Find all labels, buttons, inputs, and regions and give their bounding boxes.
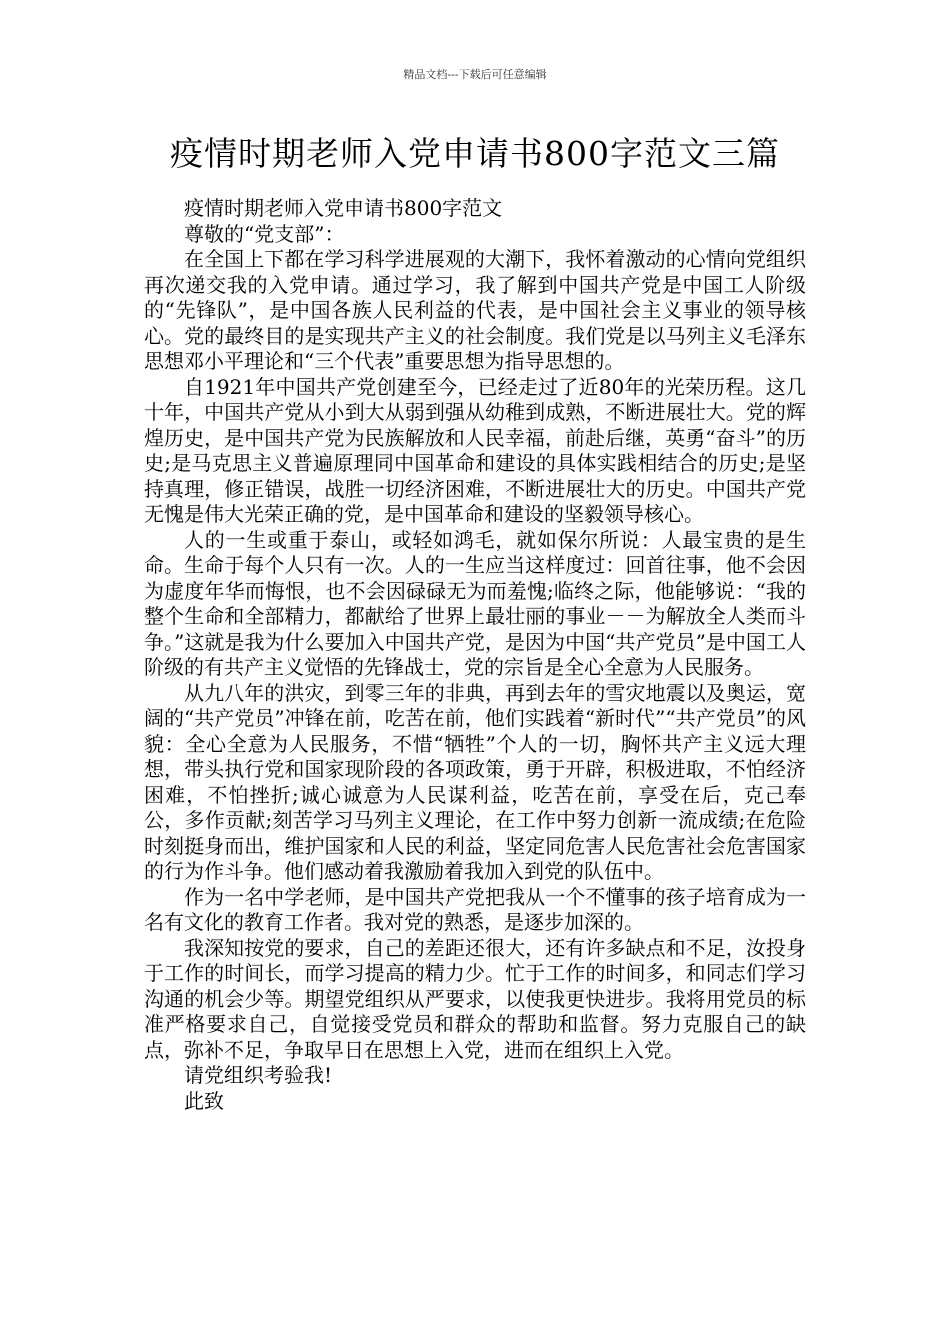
body-paragraph: 在全国上下都在学习科学进展观的大潮下，我怀着激动的心情向党组织再次递交我的入党申请。通过学习，我了解到中国共产党是中国工人阶级的“先锋队”，是中国各族人民利益的代表，是中国社会主义事业的领导核心。党的最终目的是实现共产主义的社会制度。我们党是以马列主义毛泽东思想邓小平理论和“三个代表”重要思想为指导思想的。 [144, 247, 806, 373]
body-paragraph: 从九八年的洪灾，到零三年的非典，再到去年的雪灾地震以及奥运，宽阔的“共产党员”冲锋在前，吃苦在前，他们实践着“新时代”“共产党员”的风貌：全心全意为人民服务，不惜“牺牲”个人的一切，胸怀共产主义远大理想，带头执行党和国家现阶段的各项政策，勇于开辟，积极进取，不怕经济困难，不怕挫折;诚心诚意为人民谋利益，吃苦在前，享受在后，克己奉公，多作贡献;刻苦学习马列主义理论，在工作中努力创新一流成绩;在危险时刻挺身而出，维护国家和人民的利益，坚定同危害人民危害社会危害国家的行为作斗争。他们感动着我激励着我加入到党的队伍中。 [144, 680, 806, 883]
body-paragraph-request: 请党组织考验我! [184, 1063, 333, 1087]
body-paragraph: 我深知按党的要求，自己的差距还很大，还有许多缺点和不足，汝投身于工作的时间长，而学习提高的精力少。忙于工作的时间多，和同志们学习沟通的机会少等。期望党组织从严要求，以使我更快进步。我将用党员的标准严格要求自己，自觉接受党员和群众的帮助和监督。努力克服自己的缺点，弥补不足，争取早日在思想上入党，进而在组织上入党。 [144, 935, 806, 1062]
body-paragraph: 自1921年中国共产党创建至今，已经走过了近80年的光荣历程。这几十年，中国共产党从小到大从弱到强从幼稚到成熟，不断进展壮大。党的辉煌历史，是中国共产党为民族解放和人民幸福，前赴后继，英勇“奋斗”的历史;是马克思主义普遍原理同中国革命和建设的具体实践相结合的历史;是坚持真理，修正错误，战胜一切经济困难，不断进展壮大的历史。中国共产党无愧是伟大光荣正确的党，是中国革命和建设的坚毅领导核心。 [144, 374, 806, 526]
body-paragraph-closing: 此致 [184, 1088, 224, 1113]
body-paragraph: 人的一生或重于泰山，或轻如鸿毛，就如保尔所说：人最宝贵的是生命。生命于每个人只有一次。人的一生应当这样度过：回首往事，他不会因为虚度年华而悔恨，也不会因碌碌无为而羞愧;临终之际，他能够说：“我的整个生命和全部精力，都献给了世界上最壮丽的事业－－为解放全人类而斗争。”这就是我为什么要加入中国共产党，是因为中国“共产党员”是中国工人阶级的有共产主义觉悟的先锋战士，党的宗旨是全心全意为人民服务。 [144, 527, 806, 679]
body-paragraph: 作为一名中学老师，是中国共产党把我从一个不懂事的孩子培育成为一名有文化的教育工作者。我对党的熟悉，是逐步加深的。 [144, 884, 806, 934]
document-title: 疫情时期老师入党申请书800字范文三篇 [170, 134, 780, 173]
body-paragraph-salutation: 尊敬的“党支部”： [184, 221, 345, 246]
header-note: 精品文档---下载后可任意编辑 [403, 68, 547, 81]
document-body [144, 196, 806, 1114]
body-paragraph-subtitle: 疫情时期老师入党申请书800字范文 [184, 196, 503, 220]
